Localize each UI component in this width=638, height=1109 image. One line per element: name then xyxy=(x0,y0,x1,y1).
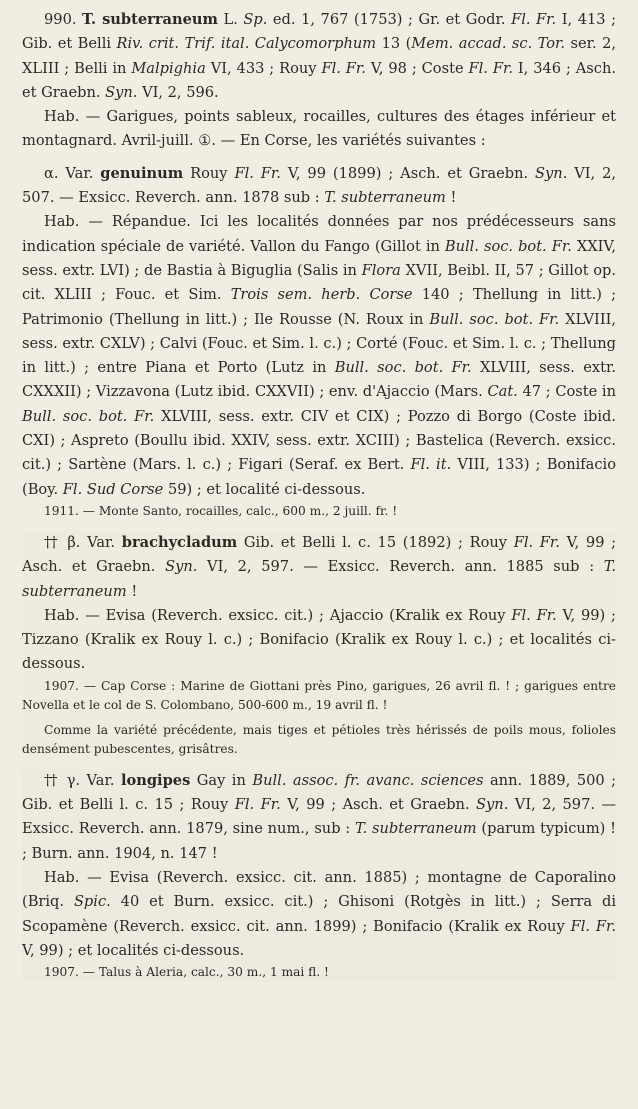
var-beta-observation: 1907. — Cap Corse : Marine de Giottani près Pino, garigues, 26 avril fl. ! ; garigues entre Novella et le col de S. Colombano, 500-600 m., 19 avril fl. ! xyxy=(22,678,616,712)
var-gamma-section xyxy=(22,769,616,982)
var-alpha-observation: 1911. — Monte Santo, rocailles, calc., 600 m., 2 juill. fr. ! xyxy=(44,503,398,518)
var-gamma-heading: †† γ. Var. longipes Gay in Bull. assoc. fr. avanc. sciences ann. 1889, 500 ; Gib. et Belli l. c. 15 ; Rouy Fl. Fr. V, 99 ; Asch. et Graebn. Syn. VI, 2, 597. — Exsicc. Reverch. ann. 1879, sine num., sub : T. subterraneum (parum typicum) ! ; Burn. ann. 1904, n. 147 ! xyxy=(22,771,617,862)
var-alpha-heading: α. Var. genuinum Rouy Fl. Fr. V, 99 (1899) ; Asch. et Graebn. Syn. VI, 2, 507. — Exsicc. Reverch. ann. 1878 sub : T. subterraneum ! xyxy=(22,164,617,207)
var-alpha-habitat: Hab. — Répandue. Ici les localités données par nos prédécesseurs sans indication spéciale de variété. Vallon du Fango (Gillot in Bull. soc. bot. Fr. XXIV, sess. extr. LVI) ; de Bastia à Biguglia (Salis in Flora XVII, Beibl. II, 57 ; Gillot op. cit. XLIII ; Fouc. et Sim. Trois sem. herb. Corse 140 ; Thellung in litt.) ; Patrimonio (Thellung in litt.) ; Ile Rousse (N. Roux in Bull. soc. bot. Fr. XLVIII, sess. extr. CXLV) ; Calvi (Fouc. et Sim. l. c.) ; Corté (Fouc. et Sim. l. c. ; Thellung in litt.) ; entre Piana et Porto (Lutz in Bull. soc. bot. Fr. XLVIII, sess. extr. CXXXII) ; Vizzavona (Lutz ibid. CXXVII) ; env. d'Ajaccio (Mars. Cat. 47 ; Coste in Bull. soc. bot. Fr. XLVIII, sess. extr. CIV et CIX) ; Pozzo di Borgo (Coste ibid. CXI) ; Aspreto (Boullu ibid. XXIV, sess. extr. XCIII) ; Bastelica (Reverch. exsicc. cit.) ; Sartène (Mars. l. c.) ; Figari (Seraf. ex Bert. Fl. it. VIII, 133) ; Bonifacio (Boy. Fl. Sud Corse 59) ; et localité ci-dessous. xyxy=(22,213,617,498)
var-gamma-name: longipes xyxy=(120,771,191,789)
species-name: T. subterraneum xyxy=(82,11,218,28)
var-gamma-habitat: Hab. — Evisa (Reverch. exsicc. cit. ann. 1885) ; montagne de Caporalino (Briq. Spic. 40 et Burn. exsicc. cit.) ; Ghisoni (Rotgès in litt.) ; Serra di Scopamène (Reverch. exsicc. cit. ann. 1899) ; Bonifacio (Kralik ex Rouy Fl. Fr. V, 99) ; et localités ci-dessous. xyxy=(22,868,616,959)
var-beta-description: Comme la variété précédente, mais tiges et pétioles très hérissés de poils mous, folioles densément pubescentes, grisâtres. xyxy=(22,722,616,756)
var-beta-habitat: Hab. — Evisa (Reverch. exsicc. cit.) ; Ajaccio (Kralik ex Rouy Fl. Fr. V, 99) ; Tizzano (Kralik ex Rouy l. c.) ; Bonifacio (Kralik ex Rouy l. c.) ; et localités ci-dessous. xyxy=(22,606,616,673)
var-beta-name: brachycladum xyxy=(121,533,238,551)
var-gamma-observation: 1907. — Talus à Aleria, calc., 30 m., 1 mai fl. ! xyxy=(44,965,329,980)
var-alpha-name: genuinum xyxy=(100,164,184,182)
double-dagger-marker: †† xyxy=(44,771,57,789)
species-habitat: Hab. — Garigues, points sableux, rocailles, cultures des étages inférieur et montagnard. Avril-juill. ①. — En Corse, les variétés suivantes : xyxy=(22,108,616,150)
var-beta-heading: †† β. Var. brachycladum Gib. et Belli l. c. 15 (1892) ; Rouy Fl. Fr. V, 99 ; Asch. et Graebn. Syn. VI, 2, 597. — Exsicc. Reverch. ann. 1885 sub : T. subterraneum ! xyxy=(22,533,617,600)
double-dagger-marker: †† xyxy=(44,533,57,551)
species-entry: 990. T. subterraneum L. Sp. ed. 1, 767 (1753) ; Gr. et Godr. Fl. Fr. I, 413 ; Gib. et Belli Riv. crit. Trif. ital. Calycomorphum 13 (Mem. accad. sc. Tor. ser. 2, XLIII ; Belli in Malpighia VI, 433 ; Rouy Fl. Fr. V, 98 ; Coste Fl. Fr. I, 346 ; Asch. et Graebn. Syn. VI, 2, 596. xyxy=(22,11,617,101)
entry-number: 990. xyxy=(44,11,77,28)
var-beta-section xyxy=(22,531,616,759)
